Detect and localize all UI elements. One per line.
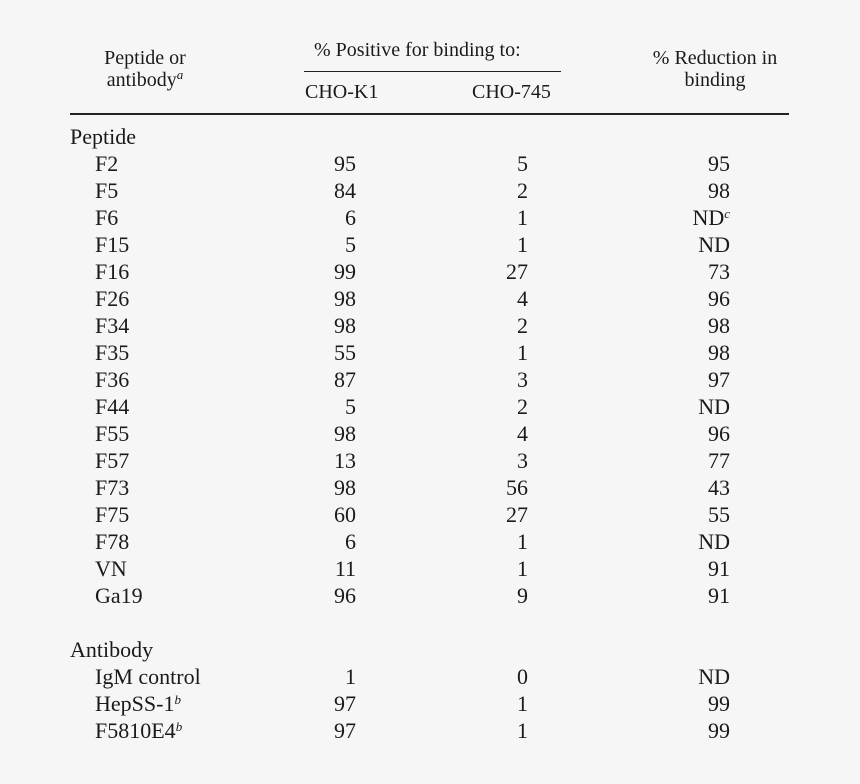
table-row bbox=[0, 366, 860, 393]
cell-cho-k1: 98 bbox=[334, 475, 356, 500]
cell-cho-k1: 84 bbox=[334, 178, 356, 203]
cell-cho-k1: 97 bbox=[334, 718, 356, 743]
cell-reduction: $ND^c$ bbox=[692, 205, 730, 230]
cell-cho-k1: 98 bbox=[334, 421, 356, 446]
cell-cho-745: 1 bbox=[517, 529, 528, 554]
cell-cho-745: 0 bbox=[517, 664, 528, 689]
cell-cho-745: 4 bbox=[517, 286, 528, 311]
header-reduction-line1: % Reduction in bbox=[652, 47, 778, 69]
section-title: Peptide bbox=[70, 124, 136, 149]
row-name: F75 bbox=[95, 502, 130, 527]
cell-reduction: 77 bbox=[708, 448, 730, 473]
table-row bbox=[0, 420, 860, 447]
table-row bbox=[0, 177, 860, 204]
cell-cho-745: 2 bbox=[517, 313, 528, 338]
table-row bbox=[0, 663, 860, 690]
table-row bbox=[0, 474, 860, 501]
cell-reduction: 98 bbox=[708, 313, 730, 338]
cell-reduction: 99 bbox=[708, 691, 730, 716]
cell-cho-k1: 5 bbox=[345, 394, 356, 419]
cell-cho-745: 27 bbox=[506, 259, 528, 284]
row-name: F35 bbox=[95, 340, 130, 365]
cell-cho-k1: 60 bbox=[334, 502, 356, 527]
cell-cho-745: 1 bbox=[517, 718, 528, 743]
cell-cho-745: 27 bbox=[506, 502, 528, 527]
cell-reduction: 99 bbox=[708, 718, 730, 743]
cell-reduction: 91 bbox=[708, 556, 730, 581]
cell-cho-745: 56 bbox=[506, 475, 528, 500]
header-col1-line2: antibody$^a$ bbox=[106, 67, 184, 91]
cell-reduction: 96 bbox=[708, 421, 730, 446]
cell-reduction: ND bbox=[698, 394, 730, 419]
table-row bbox=[0, 312, 860, 339]
cell-cho-k1: 5 bbox=[345, 232, 356, 257]
table-row bbox=[0, 528, 860, 555]
table-row bbox=[0, 150, 860, 177]
row-name: HepSS-1$^b$ bbox=[95, 691, 181, 716]
row-name: F73 bbox=[95, 475, 130, 500]
cell-cho-745: 1 bbox=[517, 205, 528, 230]
cell-cho-745: 2 bbox=[517, 178, 528, 203]
cell-cho-k1: 11 bbox=[334, 556, 356, 581]
row-name: F5810E4$^b$ bbox=[95, 718, 183, 743]
header-peptide-or-antibody bbox=[70, 47, 220, 91]
header-rule bbox=[70, 113, 789, 115]
cell-cho-k1: 98 bbox=[334, 313, 356, 338]
table-row bbox=[0, 555, 860, 582]
table-row bbox=[0, 339, 860, 366]
cell-reduction: 91 bbox=[708, 583, 730, 608]
table-row bbox=[0, 501, 860, 528]
row-name: F16 bbox=[95, 259, 130, 284]
cell-cho-k1: 98 bbox=[334, 286, 356, 311]
cell-reduction: ND bbox=[698, 529, 730, 554]
header-col1-line1: Peptide or bbox=[104, 47, 186, 69]
cell-cho-745: 3 bbox=[517, 448, 528, 473]
cell-reduction: 55 bbox=[708, 502, 730, 527]
cell-reduction: 73 bbox=[708, 259, 730, 284]
header-positive-binding: % Positive for binding to: bbox=[314, 39, 521, 61]
cell-cho-745: 4 bbox=[517, 421, 528, 446]
cell-reduction: 98 bbox=[708, 340, 730, 365]
footnote-marker: b bbox=[174, 692, 181, 707]
cell-cho-k1: 6 bbox=[345, 529, 356, 554]
cell-reduction: 95 bbox=[708, 151, 730, 176]
footnote-marker: b bbox=[175, 719, 183, 734]
cell-cho-745: 1 bbox=[517, 232, 528, 257]
cell-cho-k1: 55 bbox=[334, 340, 356, 365]
cell-reduction: ND bbox=[698, 664, 730, 689]
cell-cho-745: 3 bbox=[517, 367, 528, 392]
header-reduction bbox=[640, 47, 790, 91]
cell-cho-k1: 13 bbox=[334, 448, 356, 473]
cell-reduction: 97 bbox=[708, 367, 730, 392]
cell-cho-k1: 97 bbox=[334, 691, 356, 716]
cell-cho-k1: 95 bbox=[334, 151, 356, 176]
cell-cho-k1: 6 bbox=[345, 205, 356, 230]
table-row bbox=[0, 582, 860, 609]
cell-cho-745: 1 bbox=[517, 691, 528, 716]
row-name: F44 bbox=[95, 394, 130, 419]
cell-reduction: ND bbox=[698, 232, 730, 257]
table-row bbox=[0, 393, 860, 420]
row-name: F5 bbox=[95, 178, 119, 203]
cell-cho-k1: 99 bbox=[334, 259, 356, 284]
row-name: Ga19 bbox=[95, 583, 143, 608]
table-row bbox=[0, 285, 860, 312]
row-name: VN bbox=[95, 556, 127, 581]
header-cho-k1: CHO-K1 bbox=[305, 81, 379, 103]
cell-cho-745: 1 bbox=[517, 556, 528, 581]
row-name: F57 bbox=[95, 448, 130, 473]
table-row bbox=[0, 231, 860, 258]
row-name: F34 bbox=[95, 313, 130, 338]
table-row bbox=[0, 258, 860, 285]
row-name: F6 bbox=[95, 205, 119, 230]
cell-cho-745: 5 bbox=[517, 151, 528, 176]
row-name: F78 bbox=[95, 529, 130, 554]
header-cho-745: CHO-745 bbox=[472, 81, 551, 103]
group-rule bbox=[304, 71, 561, 72]
table-row bbox=[0, 204, 860, 231]
cell-cho-745: 9 bbox=[517, 583, 528, 608]
row-name: F26 bbox=[95, 286, 130, 311]
cell-cho-k1: 87 bbox=[334, 367, 356, 392]
row-name: IgM control bbox=[95, 664, 201, 689]
footnote-marker: c bbox=[724, 206, 730, 221]
cell-cho-k1: 96 bbox=[334, 583, 356, 608]
row-name: F55 bbox=[95, 421, 130, 446]
row-name: F2 bbox=[95, 151, 119, 176]
cell-reduction: 98 bbox=[708, 178, 730, 203]
table-row bbox=[0, 690, 860, 717]
row-name: F36 bbox=[95, 367, 130, 392]
cell-cho-745: 2 bbox=[517, 394, 528, 419]
table-row bbox=[0, 717, 860, 744]
table-row bbox=[0, 447, 860, 474]
cell-cho-745: 1 bbox=[517, 340, 528, 365]
cell-reduction: 96 bbox=[708, 286, 730, 311]
section-title: Antibody bbox=[70, 637, 154, 662]
row-name: F15 bbox=[95, 232, 130, 257]
header-reduction-line2: binding bbox=[684, 69, 746, 91]
cell-reduction: 43 bbox=[708, 475, 730, 500]
footnote-a: a bbox=[176, 67, 184, 82]
cell-cho-k1: 1 bbox=[345, 664, 356, 689]
